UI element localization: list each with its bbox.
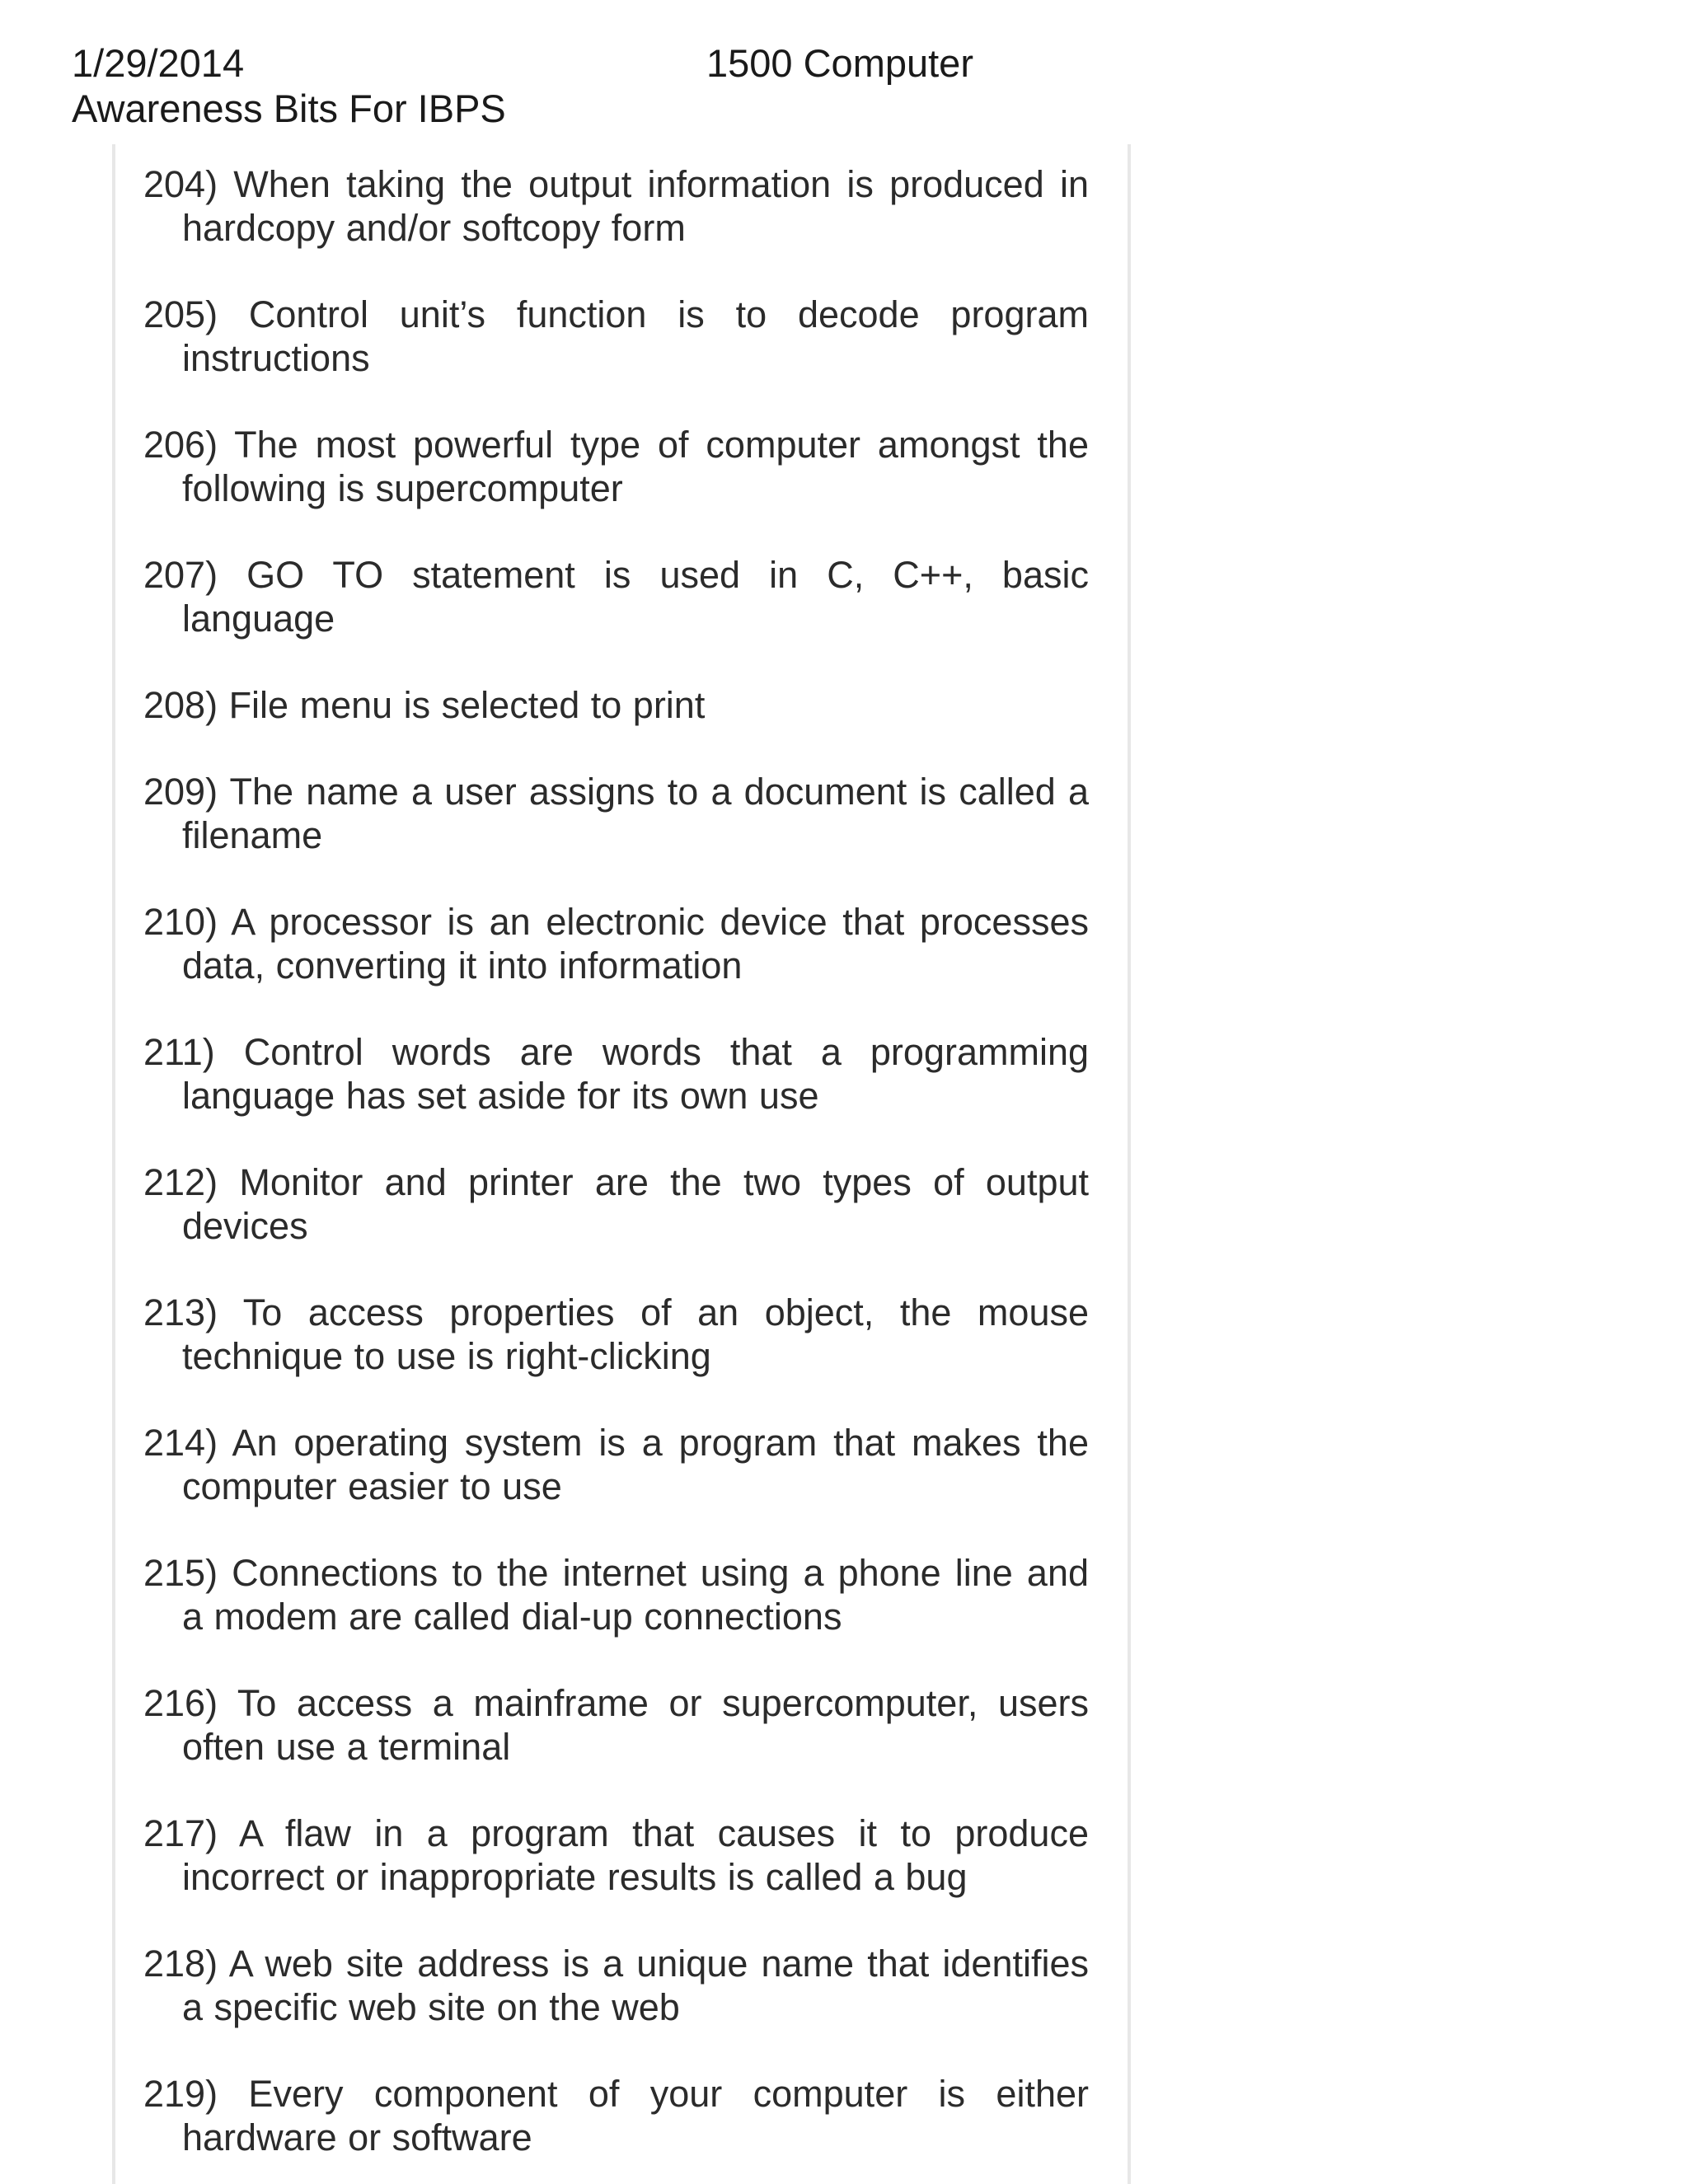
list-item: 217) A flaw in a program that causes it to produce incorrect or inappropriate results is called a bug <box>143 1812 1089 1898</box>
list-item: 218) A web site address is a unique name that identifies a specific web site on the web <box>143 1943 1089 2028</box>
list-item: 210) A processor is an electronic device that processes data, converting it into information <box>143 901 1089 987</box>
list-item: 212) Monitor and printer are the two types of output devices <box>143 1161 1089 1247</box>
list-item: 219) Every component of your computer is either hardware or software <box>143 2073 1089 2158</box>
list-item: 207) GO TO statement is used in C, C++, basic language <box>143 554 1089 640</box>
header-subtitle: Awareness Bits For IBPS <box>72 87 506 130</box>
list-item: 216) To access a mainframe or supercomputer, users often use a terminal <box>143 1682 1089 1768</box>
header-date: 1/29/2014 <box>72 41 245 85</box>
list-item: 211) Control words are words that a programming language has set aside for its own use <box>143 1031 1089 1117</box>
list-item: 208) File menu is selected to print <box>143 684 706 726</box>
list-item: 213) To access properties of an object, the mouse technique to use is right-clicking <box>143 1291 1089 1377</box>
list-item: 205) Control unit’s function is to decode program instructions <box>143 293 1089 379</box>
list-item: 214) An operating system is a program that makes the computer easier to use <box>143 1422 1089 1507</box>
list-item: 215) Connections to the internet using a phone line and a modem are called dial-up connections <box>143 1552 1089 1638</box>
list-item: 206) The most powerful type of computer amongst the following is supercomputer <box>143 424 1089 509</box>
header-title: 1500 Computer <box>706 41 973 85</box>
list-item: 204) When taking the output information is produced in hardcopy and/or softcopy form <box>143 163 1089 249</box>
list-item: 209) The name a user assigns to a document is called a filename <box>143 771 1089 856</box>
